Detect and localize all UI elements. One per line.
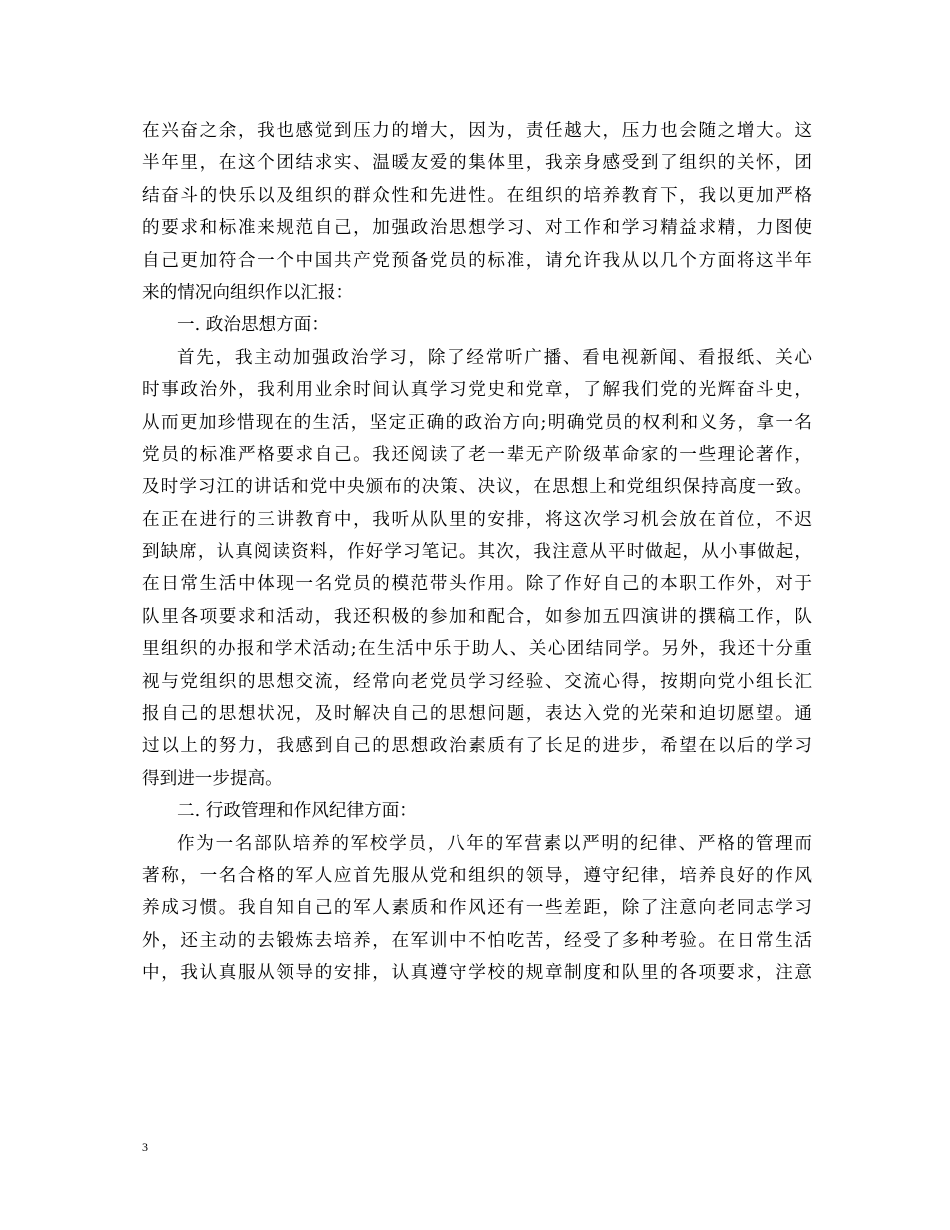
- text-line: 队里各项要求和活动，我还积极的参加和配合，如参加五四演讲的撰稿工作，队: [142, 606, 812, 627]
- text-line: 视与党组织的思想交流，经常向老党员学习经验、交流心得，按期向党小组长汇: [142, 671, 812, 692]
- text-line: 著称，一名合格的军人应首先服从党和组织的领导，遵守纪律，培养良好的作风: [142, 865, 812, 886]
- text-line: 自己更加符合一个中国共产党预备党员的标准，请允许我从以几个方面将这半年: [142, 250, 812, 271]
- text-line: 在兴奋之余，我也感觉到压力的增大，因为，责任越大，压力也会随之增大。这: [142, 121, 812, 141]
- text-line: 得到进一步提高。: [142, 768, 283, 789]
- text-line: 时事政治外，我利用业余时间认真学习党史和党章，了解我们党的光辉奋斗史，: [142, 380, 812, 401]
- text-line: 的要求和标准来规范自己，加强政治思想学习、对工作和学习精益求精，力图使: [142, 218, 812, 239]
- text-line: 结奋斗的快乐以及组织的群众性和先进性。在组织的培养教育下，我以更加严格: [142, 185, 812, 206]
- text-line: 过以上的努力，我感到自己的思想政治素质有了长足的进步，希望在以后的学习: [142, 736, 812, 757]
- section-heading-political: 一. 政治思想方面：: [177, 315, 329, 336]
- page-number: 3: [142, 1140, 148, 1154]
- section-heading-discipline: 二. 行政管理和作风纪律方面：: [177, 801, 417, 822]
- text-line: 从而更加珍惜现在的生活，坚定正确的政治方向;明确党员的权利和义务，拿一名: [142, 412, 812, 433]
- text-line: 养成习惯。我自知自己的军人素质和作风还有一些差距，除了注意向老同志学习: [142, 898, 812, 919]
- document-body: [142, 115, 812, 990]
- text-line: 来的情况向组织作以汇报：: [142, 282, 354, 303]
- text-line: 到缺席，认真阅读资料，作好学习笔记。其次，我注意从平时做起，从小事做起，: [142, 542, 812, 563]
- text-line: 及时学习江的讲话和党中央颁布的决策、决议，在思想上和党组织保持高度一致。: [142, 477, 812, 498]
- paragraph-first-line: 首先，我主动加强政治学习，除了经常听广播、看电视新闻、看报纸、关心: [177, 347, 812, 368]
- text-line: 中，我认真服从领导的安排，认真遵守学校的规章制度和队里的各项要求，注意: [142, 963, 812, 984]
- text-line: 报自己的思想状况，及时解决自己的思想问题，表达入党的光荣和迫切愿望。通: [142, 704, 812, 725]
- text-line: 里组织的办报和学术活动;在生活中乐于助人、关心团结同学。另外，我还十分重: [142, 639, 812, 660]
- text-line: 党员的标准严格要求自己。我还阅读了老一辈无产阶级革命家的一些理论著作，: [142, 444, 812, 465]
- text-line: 在正在进行的三讲教育中，我听从队里的安排，将这次学习机会放在首位，不迟: [142, 509, 812, 530]
- text-line: 在日常生活中体现一名党员的模范带头作用。除了作好自己的本职工作外，对于: [142, 574, 812, 595]
- text-line: 外，还主动的去锻炼去培养，在军训中不怕吃苦，经受了多种考验。在日常生活: [142, 930, 812, 951]
- text-line: 半年里，在这个团结求实、温暖友爱的集体里，我亲身感受到了组织的关怀，团: [142, 153, 812, 174]
- paragraph-first-line: 作为一名部队培养的军校学员，八年的军营素以严明的纪律、严格的管理而: [177, 833, 812, 854]
